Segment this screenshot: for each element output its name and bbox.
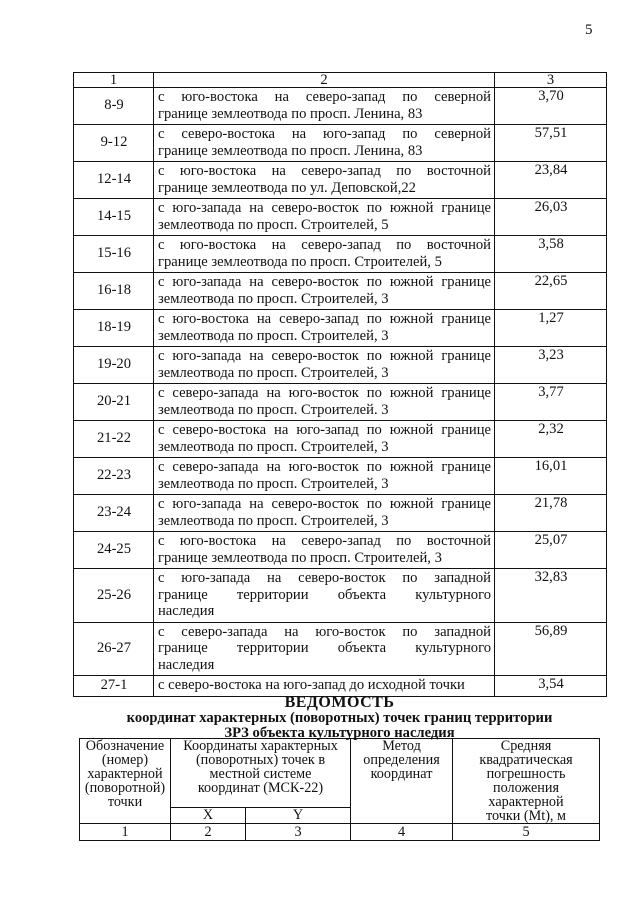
segments-table: [73, 72, 607, 697]
coordinates-table: [79, 738, 600, 841]
description-line: границе землеотвода по просп. Строителей, 3: [158, 549, 442, 566]
table-row: [74, 310, 607, 347]
segment-id: 23-24: [74, 495, 154, 532]
segment-description: [154, 88, 495, 125]
table-row: [74, 384, 607, 421]
coords-x-label: X: [171, 807, 246, 823]
segment-length: 2,32: [495, 421, 607, 458]
table-row: [74, 458, 607, 495]
description-line: границе землеотвода по ул. Деповской,22: [158, 179, 416, 196]
segment-description: [154, 125, 495, 162]
description-line: с северо-востока на юго-запад по северной: [158, 126, 491, 142]
segments-header-row: [74, 73, 607, 88]
table-row: [74, 125, 607, 162]
segment-length: 1,27: [495, 310, 607, 347]
segment-description: [154, 532, 495, 569]
segment-id: 20-21: [74, 384, 154, 421]
segment-id: 24-25: [74, 532, 154, 569]
table-row: [74, 88, 607, 125]
segment-length: 26,03: [495, 199, 607, 236]
segment-id: 19-20: [74, 347, 154, 384]
segment-length: 23,84: [495, 162, 607, 199]
description-line: наследия: [158, 656, 215, 673]
header-cell-1: 1: [74, 73, 154, 88]
description-line: с юго-востока на северо-запад по восточной: [158, 163, 491, 179]
segment-description: [154, 162, 495, 199]
description-line: границе землеотвода по просп. Строителей, 5: [158, 253, 442, 270]
coords-num-4: 4: [351, 824, 453, 841]
vedomost-subtitle-line1: координат характерных (поворотных) точек границ территории: [126, 710, 553, 726]
table-row: [74, 236, 607, 273]
description-line: границе землеотвода по просп. Ленина, 83: [158, 142, 423, 159]
description-line: землеотвода по просп. Строителей, 5: [158, 216, 389, 233]
segment-description: [154, 495, 495, 532]
description-line: с юго-востока на северо-запад по восточной: [158, 533, 491, 549]
segment-id: 14-15: [74, 199, 154, 236]
description-line: с северо-востока на юго-запад до исходной точки: [158, 677, 465, 693]
segment-description: [154, 236, 495, 273]
description-line: с юго-запада на северо-восток по южной границе: [158, 496, 491, 512]
segment-id: 9-12: [74, 125, 154, 162]
coords-num-5: 5: [453, 824, 600, 841]
segment-length: 3,58: [495, 236, 607, 273]
segment-id: 22-23: [74, 458, 154, 495]
description-line: землеотвода по просп. Строителей. 3: [158, 401, 389, 418]
coords-num-1: 1: [80, 824, 171, 841]
coords-num-2: 2: [171, 824, 246, 841]
table-row: [74, 569, 607, 623]
segment-description: [154, 273, 495, 310]
page-number: 5: [585, 22, 593, 38]
coords-number-row: [80, 824, 600, 841]
table-row: [74, 162, 607, 199]
segment-description: [154, 384, 495, 421]
segment-description: [154, 347, 495, 384]
table-row: [74, 347, 607, 384]
vedomost-title: ВЕДОМОСТЬ: [284, 694, 395, 711]
coords-num-3: 3: [246, 824, 351, 841]
description-line: землеотвода по просп. Строителей, 3: [158, 475, 389, 492]
segment-description: [154, 199, 495, 236]
description-line: с юго-востока на северо-запад по восточной: [158, 237, 491, 253]
segment-length: 21,78: [495, 495, 607, 532]
table-row: [74, 622, 607, 676]
segment-id: 8-9: [74, 88, 154, 125]
description-line: границе территории объекта культурного: [158, 640, 491, 656]
description-line: с юго-востока на северо-запад по южной границе: [158, 311, 491, 327]
segment-description: [154, 676, 495, 697]
segment-id: 12-14: [74, 162, 154, 199]
segment-length: 3,54: [495, 676, 607, 697]
description-line: с северо-запада на юго-восток по южной границе: [158, 385, 491, 401]
segment-id: 25-26: [74, 569, 154, 623]
description-line: с юго-запада на северо-восток по южной границе: [158, 348, 491, 364]
description-line: с юго-запада на северо-восток по южной границе: [158, 274, 491, 290]
coords-header-error: Средняя квадратическая погрешность положения характерной точки (Mt), м: [453, 739, 600, 824]
segment-description: [154, 622, 495, 676]
table-row: [74, 273, 607, 310]
segment-id: 27-1: [74, 676, 154, 697]
description-line: землеотвода по просп. Строителей, 3: [158, 438, 389, 455]
description-line: с юго-востока на северо-запад по северной: [158, 89, 491, 105]
segment-description: [154, 310, 495, 347]
segment-id: 16-18: [74, 273, 154, 310]
description-line: землеотвода по просп. Строителей, 3: [158, 327, 389, 344]
description-line: с северо-запада на юго-восток по южной границе: [158, 459, 491, 475]
vedomost-heading: [73, 695, 606, 741]
segment-length: 3,70: [495, 88, 607, 125]
segment-description: [154, 458, 495, 495]
segment-length: 32,83: [495, 569, 607, 623]
segment-id: 26-27: [74, 622, 154, 676]
description-line: землеотвода по просп. Строителей, 3: [158, 512, 389, 529]
coords-y-label: Y: [246, 807, 351, 823]
segment-description: [154, 421, 495, 458]
coords-header-coordinates: Координаты характерных (поворотных) точек в местной системе координат (МСК-22): [171, 739, 351, 808]
segment-length: 25,07: [495, 532, 607, 569]
table-row: [74, 676, 607, 697]
segment-length: 3,23: [495, 347, 607, 384]
description-line: наследия: [158, 603, 215, 619]
header-cell-3: 3: [495, 73, 607, 88]
segment-id: 15-16: [74, 236, 154, 273]
description-line: землеотвода по просп. Строителей, 3: [158, 290, 389, 307]
segments-body: [74, 88, 607, 697]
segment-length: 22,65: [495, 273, 607, 310]
description-line: землеотвода по просп. Строителей, 3: [158, 364, 389, 381]
segment-length: 57,51: [495, 125, 607, 162]
description-line: границе землеотвода по просп. Ленина, 83: [158, 105, 423, 122]
header-cell-2: 2: [154, 73, 495, 88]
table-row: [74, 495, 607, 532]
description-line: с юго-запада на северо-восток по западной: [158, 570, 491, 586]
description-line: с северо-запада на юго-восток по западной: [158, 623, 491, 640]
segment-description: [154, 569, 495, 623]
table-row: [74, 421, 607, 458]
segment-id: 18-19: [74, 310, 154, 347]
description-line: границе территории объекта культурного: [158, 586, 491, 603]
coords-header-method: Метод определения координат: [351, 739, 453, 824]
description-line: с юго-запада на северо-восток по южной границе: [158, 200, 491, 216]
table-row: [74, 199, 607, 236]
segment-length: 3,77: [495, 384, 607, 421]
vedomost-subtitle-line2: ЗРЗ объекта культурного наследия: [224, 725, 455, 741]
coords-header-row: [80, 739, 600, 808]
table-row: [74, 532, 607, 569]
segment-length: 16,01: [495, 458, 607, 495]
segment-length: 56,89: [495, 622, 607, 676]
description-line: с северо-востока на юго-запад по южной границе: [158, 422, 491, 438]
segment-id: 21-22: [74, 421, 154, 458]
coords-header-point-id: Обозначение (номер) характерной (поворотной) точки: [80, 739, 171, 824]
